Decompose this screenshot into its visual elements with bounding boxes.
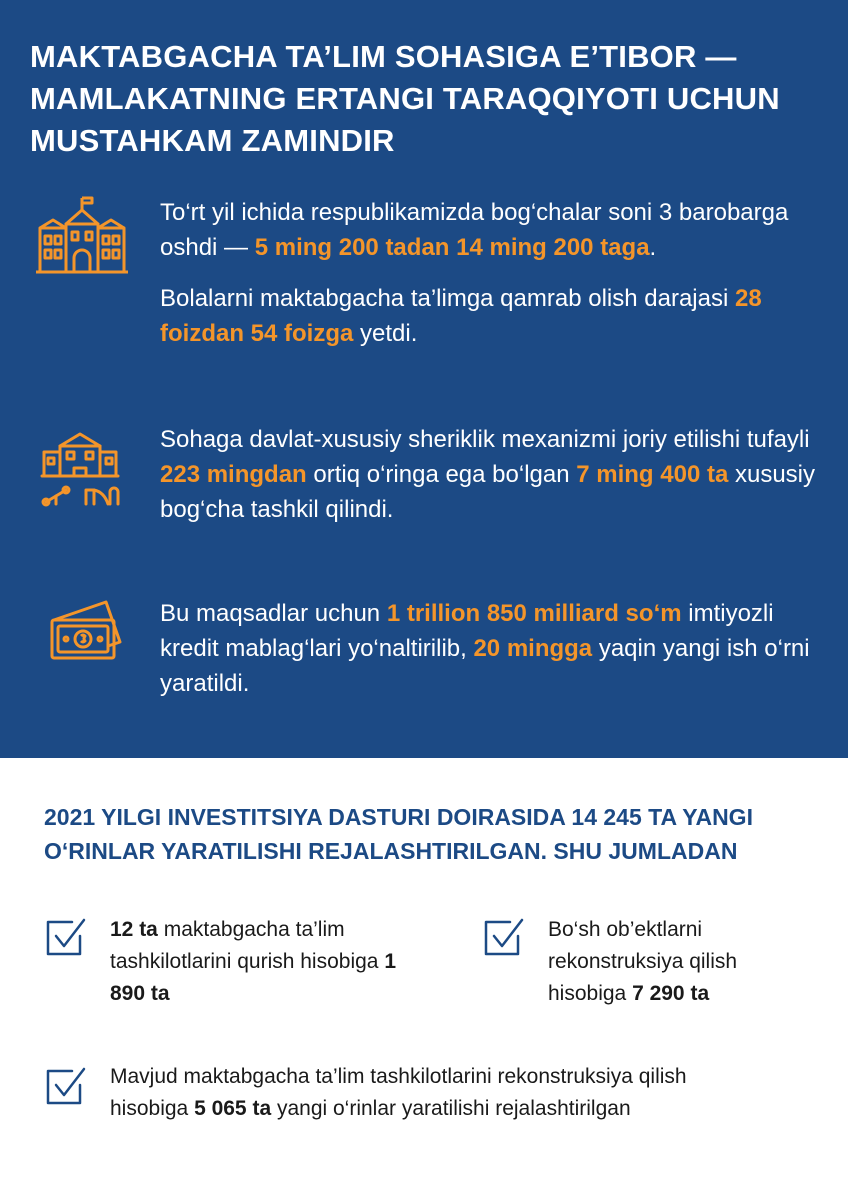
fact-highlight: 28 foizdan 54 foizga: [160, 285, 762, 347]
fact-highlight: 1 trillion 850 milliard so‘m: [386, 600, 682, 627]
fact-2-text: [160, 422, 820, 527]
fact-highlight: 20 mingga: [473, 635, 593, 662]
fact-highlight: 5 ming 200 tadan 14 ming 200 taga: [254, 234, 650, 261]
fact-text: Bolalarni maktabgacha ta’limga qamrab olish darajasi: [160, 285, 735, 312]
fact-text: Sohaga davlat-xususiy sheriklik mexanizmi joriy etilishi tufayli: [160, 426, 810, 453]
checkbox-icon: [44, 916, 86, 958]
plan-number: 1 890 ta: [110, 950, 396, 1005]
fact-text: Bu maqsadlar uchun: [160, 600, 387, 627]
plan-text: Mavjud maktabgacha ta’lim tashkilotlarini rekonstruksiya qilish hisobiga: [110, 1065, 687, 1120]
fact-text: .: [649, 234, 657, 261]
title-line: MAMLAKATNING ERTANGI TARAQQIYOTI UCHUN: [30, 81, 780, 116]
page-title: [30, 36, 820, 162]
school-building-icon: [36, 194, 128, 276]
plan-title-line: O‘RINLAR YARATILISHI REJALASHTIRILGAN. SHU JUMLADAN: [44, 838, 738, 864]
plan-text: yangi o‘rinlar yaratilishi rejalashtirilgan: [271, 1097, 631, 1120]
plan-number: 12 ta: [110, 918, 158, 941]
fact-text: imtiyozli kredit mablag‘lari yo‘naltirilib,: [160, 600, 774, 662]
plan-title: [44, 800, 804, 868]
fact-3-text: [160, 596, 820, 701]
plan-text: maktabgacha ta’lim tashkilotlarini qurish hisobiga: [110, 918, 385, 973]
fact-text: To‘rt yil ichida respublikamizda bog‘chalar soni 3 barobarga oshdi —: [160, 199, 789, 261]
checkbox-icon: [482, 916, 524, 958]
fact-text: yetdi.: [353, 320, 418, 347]
plan-number: 7 290 ta: [632, 982, 710, 1005]
fact-1-text-a: [160, 195, 820, 265]
plan-title-line: 2021 YILGI INVESTITSIYA DASTURI DOIRASIDA 14 245 TA YANGI: [44, 804, 753, 830]
fact-text: yaqin yangi ish o‘rni yaratildi.: [160, 635, 810, 697]
fact-highlight: 223 mingdan: [160, 461, 307, 488]
kindergarten-playground-icon: [40, 430, 120, 508]
money-bills-icon: [48, 598, 128, 664]
plan-item-1: [110, 914, 410, 1010]
fact-text: xususiy bog‘cha tashkil qilindi.: [160, 461, 816, 523]
checkbox-icon: [44, 1065, 86, 1107]
fact-text: ortiq o‘ringa ega bo‘lgan: [306, 461, 577, 488]
plan-item-2: [548, 914, 768, 1010]
fact-1-text-b: [160, 281, 820, 351]
plan-item-3: [110, 1061, 750, 1125]
title-line: MAKTABGACHA TA’LIM SOHASIGA E’TIBOR —: [30, 39, 737, 74]
plan-text: Bo‘sh ob’ektlarni rekonstruksiya qilish hisobiga: [548, 918, 738, 1005]
title-line: MUSTAHKAM ZAMINDIR: [30, 123, 395, 158]
fact-highlight: 7 ming 400 ta: [576, 461, 729, 488]
plan-number: 5 065 ta: [194, 1097, 272, 1120]
